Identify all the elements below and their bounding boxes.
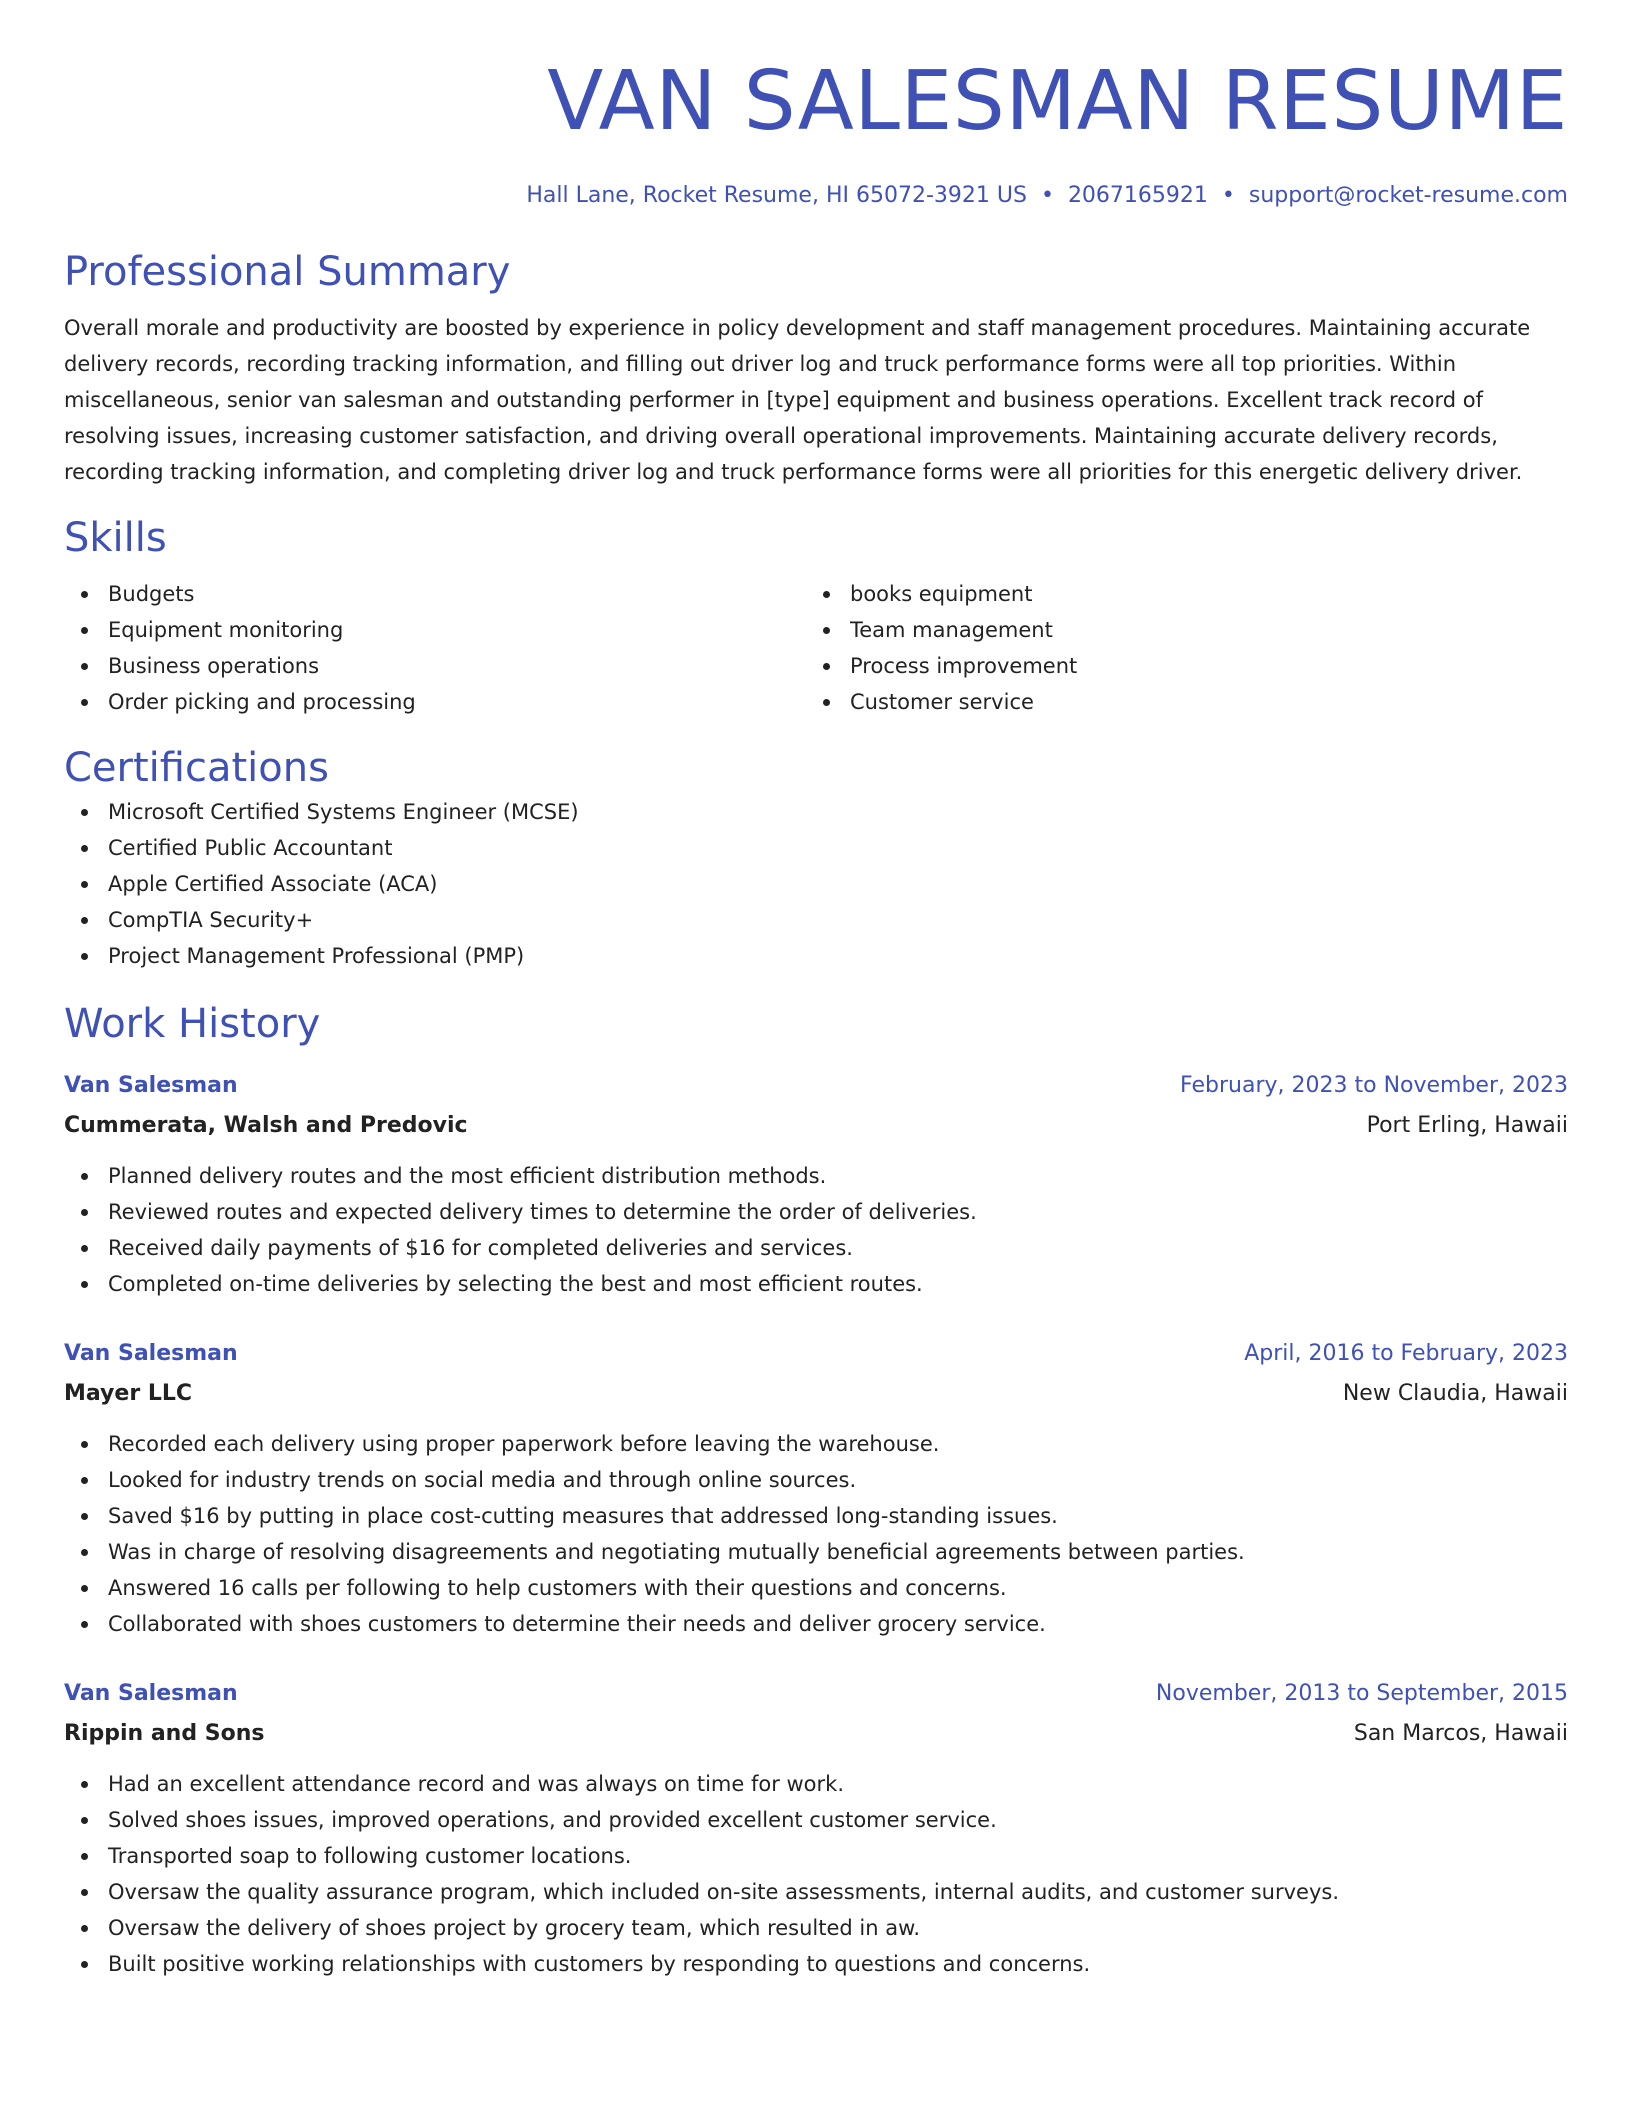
- bullet-icon: [81, 1621, 88, 1628]
- job-bullet: Oversaw the delivery of shoes project by grocery team, which resulted in aw.: [64, 1910, 1568, 1946]
- skill-item: Process improvement: [806, 648, 1548, 684]
- bullet-icon: [81, 1817, 88, 1824]
- job-dates: November, 2013 to September, 2015: [1155, 1681, 1568, 1706]
- skills-heading: Skills: [64, 515, 167, 561]
- job-bullet: Collaborated with shoes customers to determine their needs and deliver grocery service.: [64, 1606, 1568, 1642]
- job-bullets: [64, 1426, 1568, 1642]
- job-bullet: Was in charge of resolving disagreements and negotiating mutually beneficial agreements between parties.: [64, 1534, 1568, 1570]
- bullet-icon: [81, 1585, 88, 1592]
- bullet-icon: [81, 699, 88, 706]
- bullet-icon: [81, 1477, 88, 1484]
- bullet-icon: [81, 1209, 88, 1216]
- job-company: Mayer LLC: [64, 1381, 193, 1406]
- bullet-icon: [81, 809, 88, 816]
- bullet-icon: [823, 627, 830, 634]
- job-title: Van Salesman: [64, 1073, 238, 1098]
- job-company-row: [64, 1106, 1568, 1146]
- bullet-icon: [81, 845, 88, 852]
- bullet-icon: [81, 1441, 88, 1448]
- job-company-row: [64, 1714, 1568, 1754]
- work-history-heading: Work History: [64, 1001, 321, 1047]
- job-title: Van Salesman: [64, 1681, 238, 1706]
- job-company-row: [64, 1374, 1568, 1414]
- job-bullet: Transported soap to following customer locations.: [64, 1838, 1568, 1874]
- certification-item: Apple Certified Associate (ACA): [64, 866, 1568, 902]
- job-bullet: Had an excellent attendance record and was always on time for work.: [64, 1766, 1568, 1802]
- job-bullet: Saved $16 by putting in place cost-cutting measures that addressed long-standing issues.: [64, 1498, 1568, 1534]
- job-entry: [64, 1334, 1568, 1642]
- job-bullet: Recorded each delivery using proper paperwork before leaving the warehouse.: [64, 1426, 1568, 1462]
- bullet-icon: [823, 591, 830, 598]
- job-bullet: Looked for industry trends on social media and through online sources.: [64, 1462, 1568, 1498]
- job-bullet: Answered 16 calls per following to help customers with their questions and concerns.: [64, 1570, 1568, 1606]
- skills-grid: [64, 576, 1568, 720]
- bullet-icon: [823, 663, 830, 670]
- resume-name: VAN SALESMAN RESUME: [547, 54, 1568, 149]
- bullet-icon: [81, 1549, 88, 1556]
- skill-item: Budgets: [64, 576, 806, 612]
- job-location: Port Erling, Hawaii: [1366, 1113, 1568, 1138]
- bullet-icon: [81, 1173, 88, 1180]
- bullet-icon: [81, 1853, 88, 1860]
- contact-separator: •: [1040, 183, 1054, 208]
- certification-item: Microsoft Certified Systems Engineer (MCSE): [64, 794, 1568, 830]
- job-company: Cummerata, Walsh and Predovic: [64, 1113, 468, 1138]
- resume-page: [64, 0, 1568, 1982]
- contact-address: Hall Lane, Rocket Resume, HI 65072-3921 US: [526, 183, 1027, 208]
- job-bullets: [64, 1766, 1568, 1982]
- bullet-icon: [81, 1961, 88, 1968]
- job-bullet: Built positive working relationships with customers by responding to questions and concerns.: [64, 1946, 1568, 1982]
- job-header-row: [64, 1066, 1568, 1106]
- contact-separator: •: [1221, 183, 1235, 208]
- job-bullet: Received daily payments of $16 for completed deliveries and services.: [64, 1230, 1568, 1266]
- job-dates: April, 2016 to February, 2023: [1244, 1341, 1568, 1366]
- certifications-list: [64, 794, 1568, 974]
- bullet-icon: [81, 1781, 88, 1788]
- bullet-icon: [81, 591, 88, 598]
- bullet-icon: [81, 881, 88, 888]
- bullet-icon: [81, 627, 88, 634]
- job-entry: [64, 1674, 1568, 1982]
- contact-phone: 2067165921: [1067, 183, 1208, 208]
- job-company: Rippin and Sons: [64, 1721, 265, 1746]
- job-bullets: [64, 1158, 1568, 1302]
- bullet-icon: [81, 1281, 88, 1288]
- skill-item: Business operations: [64, 648, 806, 684]
- skill-item: books equipment: [806, 576, 1548, 612]
- job-entry: [64, 1066, 1568, 1302]
- bullet-icon: [81, 1889, 88, 1896]
- bullet-icon: [81, 1925, 88, 1932]
- job-bullet: Oversaw the quality assurance program, which included on-site assessments, internal audits, and customer surveys.: [64, 1874, 1568, 1910]
- skills-column-left: [64, 576, 806, 720]
- job-location: San Marcos, Hawaii: [1353, 1721, 1568, 1746]
- job-location: New Claudia, Hawaii: [1342, 1381, 1568, 1406]
- bullet-icon: [823, 699, 830, 706]
- skill-item: Equipment monitoring: [64, 612, 806, 648]
- certification-item: Certified Public Accountant: [64, 830, 1568, 866]
- job-dates: February, 2023 to November, 2023: [1180, 1073, 1568, 1098]
- job-header-row: [64, 1674, 1568, 1714]
- bullet-icon: [81, 663, 88, 670]
- job-bullet: Solved shoes issues, improved operations, and provided excellent customer service.: [64, 1802, 1568, 1838]
- bullet-icon: [81, 953, 88, 960]
- skill-item: Order picking and processing: [64, 684, 806, 720]
- skill-item: Team management: [806, 612, 1548, 648]
- job-bullet: Completed on-time deliveries by selecting the best and most efficient routes.: [64, 1266, 1568, 1302]
- certifications-heading: Certifications: [64, 745, 329, 791]
- certification-item: CompTIA Security+: [64, 902, 1568, 938]
- contact-line: [64, 180, 1568, 212]
- summary-text: Overall morale and productivity are boosted by experience in policy development and staff management procedures. Maintaining accurate delivery records, recording tracking information, and filling out driver log and truck performance forms were all top priorities. Within miscellaneous, senior van salesman and outstanding performer in [type] equipment and business operations. Excellent track record of resolving issues, increasing customer satisfaction, and driving overall operational improvements. Maintaining accurate delivery records, recording tracking information, and completing driver log and truck performance forms were all priorities for this energetic delivery driver.: [64, 316, 1531, 484]
- job-bullet: Planned delivery routes and the most efficient distribution methods.: [64, 1158, 1568, 1194]
- job-header-row: [64, 1334, 1568, 1374]
- certification-item: Project Management Professional (PMP): [64, 938, 1568, 974]
- job-title: Van Salesman: [64, 1341, 238, 1366]
- bullet-icon: [81, 1513, 88, 1520]
- bullet-icon: [81, 917, 88, 924]
- skill-item: Customer service: [806, 684, 1548, 720]
- job-bullet: Reviewed routes and expected delivery times to determine the order of deliveries.: [64, 1194, 1568, 1230]
- bullet-icon: [81, 1245, 88, 1252]
- summary-heading: Professional Summary: [64, 249, 511, 295]
- skills-column-right: [806, 576, 1548, 720]
- contact-email: support@rocket-resume.com: [1248, 183, 1568, 208]
